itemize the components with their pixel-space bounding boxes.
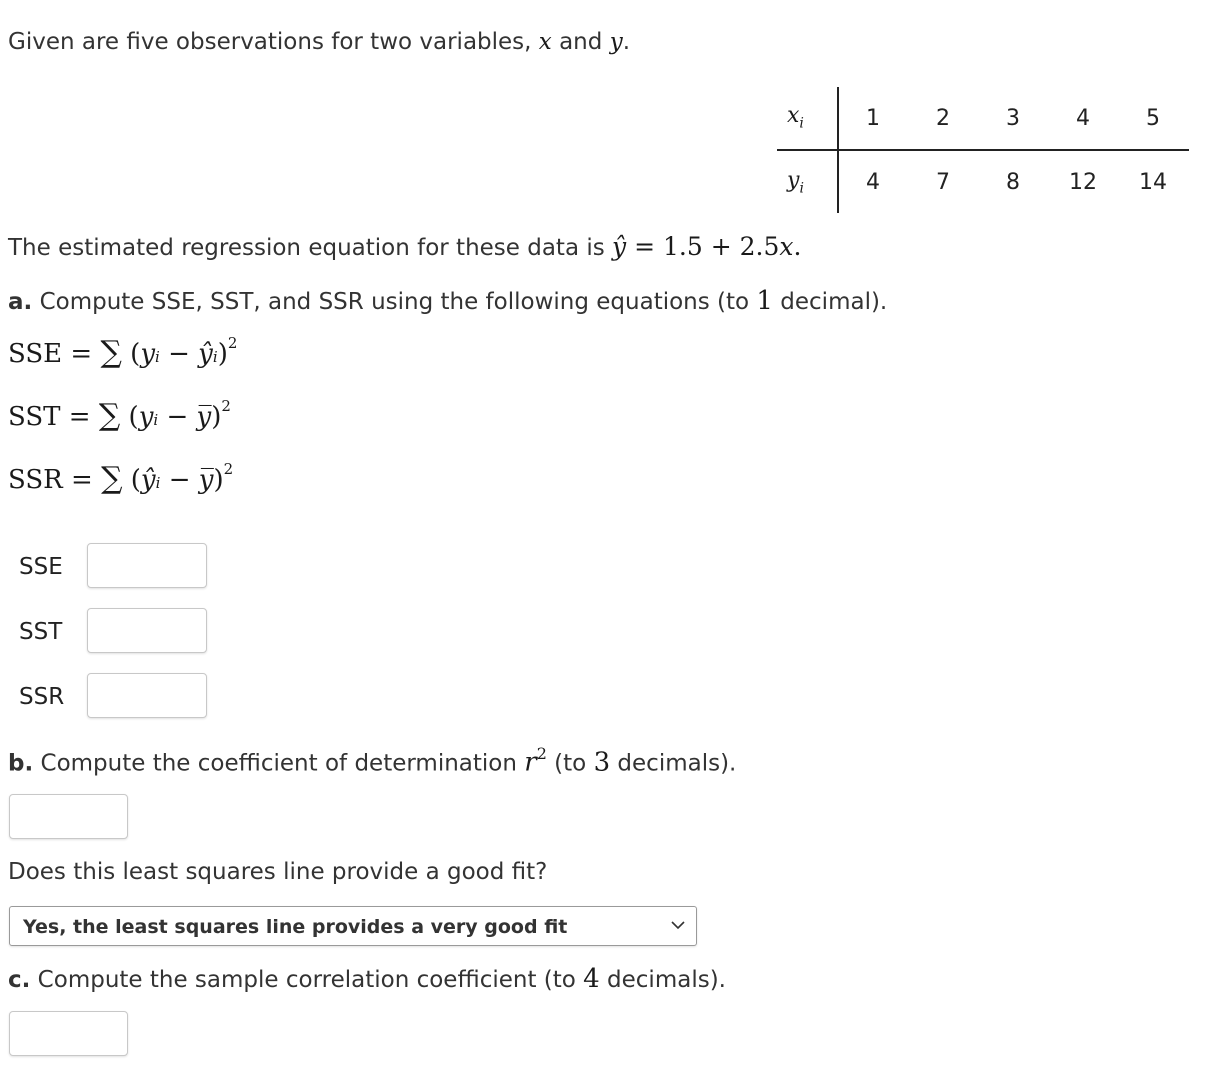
y-value: 8 bbox=[1006, 170, 1020, 195]
regression-equation: = 1.5 + 2.5 bbox=[626, 232, 780, 261]
r-var: r bbox=[524, 747, 537, 778]
sub-i: i bbox=[153, 411, 159, 429]
part-b-digits: 3 bbox=[593, 747, 611, 778]
part-b-text: Compute the coefficient of determination bbox=[33, 750, 525, 777]
open-paren: ( bbox=[128, 402, 139, 432]
part-a-digits: 1 bbox=[756, 286, 773, 316]
sst-input[interactable] bbox=[87, 608, 207, 653]
sub-i: i bbox=[212, 348, 218, 366]
close-paren: ) bbox=[211, 402, 222, 432]
open-paren: ( bbox=[130, 465, 141, 495]
square-exponent: 2 bbox=[223, 460, 234, 479]
sse-formula bbox=[8, 334, 238, 370]
table-y-header bbox=[787, 168, 804, 196]
sse-input[interactable] bbox=[87, 543, 207, 588]
x-header-sub: i bbox=[799, 115, 804, 132]
intro-text: Given are five observations for two variables, bbox=[8, 29, 539, 55]
equals-sign: = bbox=[62, 339, 101, 369]
var-y: y bbox=[609, 29, 623, 55]
ssr-label: SSR bbox=[19, 684, 65, 710]
y-value: 7 bbox=[936, 170, 950, 195]
open-paren: ( bbox=[130, 339, 141, 369]
fit-question: Does this least squares line provide a good fit? bbox=[8, 859, 548, 885]
ssr-formula bbox=[8, 460, 234, 496]
minus-sign: − bbox=[160, 465, 199, 495]
ybar-var: y̅ bbox=[196, 402, 212, 432]
minus-sign: − bbox=[158, 402, 197, 432]
close-paren: ) bbox=[213, 465, 224, 495]
regression-yhat: ŷ bbox=[612, 232, 627, 261]
part-b-text-after: decimals). bbox=[610, 750, 737, 777]
part-c-text-after: decimals). bbox=[599, 967, 726, 993]
sse-formula-name: SSE bbox=[8, 339, 63, 369]
equals-sign: = bbox=[62, 465, 102, 495]
x-value: 1 bbox=[866, 106, 880, 131]
sub-i: i bbox=[155, 348, 160, 366]
y-var: y bbox=[138, 402, 154, 432]
sub-i: i bbox=[155, 474, 161, 492]
sigma-symbol: ∑ bbox=[101, 461, 123, 496]
minus-sign: − bbox=[159, 339, 199, 369]
chevron-down-icon bbox=[668, 915, 688, 935]
x-header-var: x bbox=[787, 103, 800, 128]
regression-x: x bbox=[779, 232, 794, 261]
sse-label: SSE bbox=[19, 554, 63, 580]
part-c-letter: c. bbox=[8, 967, 31, 993]
regression-period: . bbox=[793, 232, 802, 261]
intro-period: . bbox=[622, 29, 630, 55]
x-value: 3 bbox=[1006, 106, 1020, 131]
yhat-var: ŷ bbox=[198, 339, 213, 369]
y-var: y bbox=[140, 339, 156, 369]
ybar-var: y̅ bbox=[198, 465, 214, 495]
y-header-var: y bbox=[787, 168, 800, 193]
correlation-input[interactable] bbox=[9, 1011, 128, 1056]
part-c-text: Compute the sample correlation coefficient (to bbox=[30, 967, 584, 993]
intro-sentence bbox=[8, 31, 630, 54]
part-b-letter: b. bbox=[8, 750, 34, 777]
sigma-symbol: ∑ bbox=[98, 398, 121, 433]
part-a-question bbox=[8, 288, 887, 314]
equals-sign: = bbox=[60, 402, 99, 432]
sst-formula bbox=[8, 397, 231, 433]
part-c-digits: 4 bbox=[583, 964, 600, 994]
ssr-input[interactable] bbox=[87, 673, 207, 718]
y-value: 14 bbox=[1139, 170, 1167, 195]
x-value: 5 bbox=[1146, 106, 1160, 131]
var-x: x bbox=[538, 29, 552, 55]
y-value: 4 bbox=[866, 170, 880, 195]
square-exponent: 2 bbox=[227, 334, 238, 353]
part-b-text-mid: (to bbox=[546, 750, 594, 777]
yhat-var: ŷ bbox=[140, 465, 156, 495]
x-value: 2 bbox=[936, 106, 950, 131]
part-a-text-after: decimal). bbox=[772, 289, 888, 315]
close-paren: ) bbox=[217, 339, 228, 369]
regression-sentence bbox=[8, 234, 801, 260]
y-header-sub: i bbox=[799, 180, 804, 197]
part-b-question bbox=[8, 744, 737, 778]
intro-and: and bbox=[551, 29, 610, 55]
table-x-header bbox=[787, 103, 804, 131]
sigma-symbol: ∑ bbox=[100, 335, 122, 370]
part-a-letter: a. bbox=[8, 289, 33, 315]
square-exponent: 2 bbox=[221, 397, 231, 416]
y-value: 12 bbox=[1069, 170, 1097, 195]
r-squared-input[interactable] bbox=[9, 794, 128, 839]
x-value: 4 bbox=[1076, 106, 1090, 131]
sst-label: SST bbox=[19, 619, 63, 645]
ssr-formula-name: SSR bbox=[8, 465, 63, 495]
sst-formula-name: SST bbox=[8, 402, 61, 432]
fit-select[interactable] bbox=[9, 906, 697, 946]
table-horizontal-rule bbox=[777, 149, 1189, 151]
part-c-question bbox=[8, 966, 726, 992]
fit-select-value: Yes, the least squares line provides a very good fit bbox=[23, 916, 568, 938]
regression-text: The estimated regression equation for these data is bbox=[8, 235, 613, 261]
part-a-text: Compute SSE, SST, and SSR using the following equations (to bbox=[32, 289, 757, 315]
r-square-exponent: 2 bbox=[536, 744, 547, 763]
